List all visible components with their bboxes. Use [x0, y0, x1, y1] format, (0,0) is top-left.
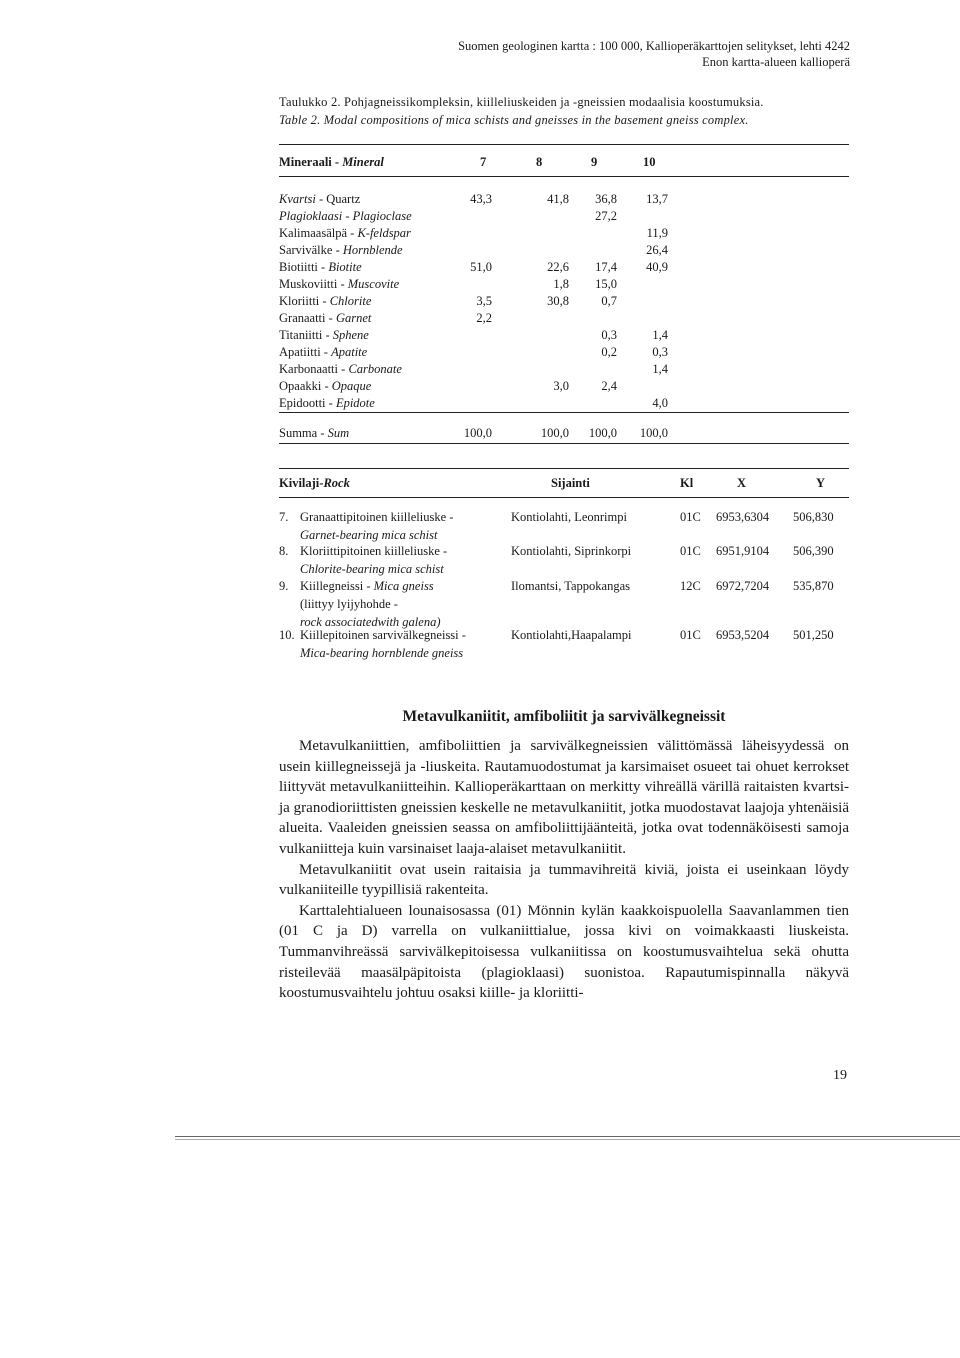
rock-location: Kontiolahti,Haapalampi [511, 628, 632, 642]
mineral-name-en: K-feldspar [357, 226, 411, 240]
mineral-value-cell: 3,0 [553, 379, 569, 393]
mineral-row-label: Sarvivälke - Hornblende [279, 243, 403, 257]
mineral-name-fi: Kloriitti [279, 294, 320, 308]
mineral-value-cell: 43,3 [470, 192, 492, 206]
mineral-header-en: Mineral [342, 155, 384, 169]
rock-name-line [300, 528, 437, 543]
rock-name-text: (liittyy lyijyhohde - [300, 597, 398, 611]
mineral-value-cell: 2,4 [601, 379, 617, 393]
mineral-name-fi: Epidootti [279, 396, 326, 410]
mineral-value-cell: 3,5 [476, 294, 492, 308]
mineral-name-fi: Plagioklaasi [279, 209, 343, 223]
mineral-name-en: Apatite [331, 345, 368, 359]
rock-name-line [300, 544, 447, 559]
mineral-name-en: Epidote [335, 396, 375, 410]
rock-row-number: 7. [279, 510, 289, 524]
mineral-row-label: Apatiitti - Apatite [279, 345, 368, 359]
mineral-name-en: Hornblende [342, 243, 403, 257]
sum-value-7: 100,0 [463, 426, 492, 440]
mineral-name-fi: Granaatti [279, 311, 326, 325]
sum-value-8: 100,0 [540, 426, 569, 440]
section-heading: Metavulkaniitit, amfiboliitit ja sarvivälkegneissit [402, 708, 726, 725]
rock-table-header-rule [279, 497, 849, 498]
rock-map-sheet: 01C [680, 510, 701, 524]
rock-name-english: Mica gneiss [373, 579, 434, 593]
col-header-7: 7 [480, 155, 487, 169]
sum-value-9: 100,0 [588, 426, 617, 440]
mineral-row-label: Kvartsi - Quartz [279, 192, 361, 206]
sum-value-10: 100,0 [639, 426, 668, 440]
rock-header-en: Rock [323, 476, 350, 490]
mineral-value-cell: 41,8 [547, 192, 569, 206]
mineral-name-en: Quartz [326, 192, 361, 206]
mineral-name-fi: Sarvivälke [279, 243, 333, 257]
mineral-value-cell: 0,3 [652, 345, 668, 359]
sum-label: Summa - Sum [279, 426, 350, 440]
x-header: X [737, 476, 747, 490]
rock-name-text: Kiillegneissi - [300, 579, 374, 593]
mineral-name-en: Sphene [332, 328, 369, 342]
rock-y-coordinate: 506,830 [793, 510, 834, 524]
mineral-row-label: Epidootti - Epidote [279, 396, 375, 410]
paragraph-1: Metavulkaniittien, amfiboliittien ja sarvivälkegneissien välittömässä läheisyydessä on usein kiillegneissejä ja -liuskeita. Rautamuodostumat ja karsimaiset osueet tai ohuet kerrokset liittyvät metavulkaniitteihin. Kallioperäkarttaan on merkitty vihreällä värillä raitaisten kvartsi- ja granodioriittisten gneissien keskelle ne metavulkaniitit, jotka muodostavat laajoja yhtenäisiä alueita. Vaaleiden gneissien seassa on amfiboliittijäänteitä, jotka ovat todennäköisesti samoja vulkaniitteja kuin varsinaiset laaja-alaiset metavulkaniitit. [279, 738, 849, 857]
mineral-value-cell: 30,8 [547, 294, 569, 308]
mineral-table-top-rule [279, 144, 849, 145]
mineral-value-cell: 40,9 [646, 260, 668, 274]
running-header-area: Enon kartta-alueen kallioperä [702, 55, 850, 69]
rock-name-text: rock associatedwith galena) [300, 615, 441, 629]
rock-table-top-rule [279, 468, 849, 469]
mineral-value-cell: 51,0 [470, 260, 492, 274]
y-header: Y [816, 476, 826, 490]
mineral-table-sum-rule [279, 412, 849, 413]
mineral-row-label: Kloriitti - Chlorite [279, 294, 372, 308]
mineral-name-fi: Apatiitti [279, 345, 321, 359]
mineral-value-cell: 22,6 [547, 260, 569, 274]
mineral-name-fi: Muskoviitti [279, 277, 338, 291]
mineral-header-fi: Mineraali - [279, 155, 343, 169]
table-caption-english: Table 2. Modal compositions of mica schists and gneisses in the basement gneiss complex. [279, 113, 749, 127]
mineral-row-label: Plagioklaasi - Plagioclase [279, 209, 412, 223]
mineral-name-fi: Opaakki [279, 379, 322, 393]
rock-name-line [300, 646, 463, 661]
mineral-name-fi: Biotiitti [279, 260, 318, 274]
col-header-9: 9 [591, 155, 598, 169]
mineral-name-en: Biotite [328, 260, 362, 274]
mineral-value-cell: 1,4 [652, 328, 668, 342]
rock-x-coordinate: 6953,6304 [716, 510, 770, 524]
mineral-name-en: Carbonate [348, 362, 402, 376]
col-header-10: 10 [643, 155, 656, 169]
rock-name-text: Kiillepitoinen sarvivälkegneissi - [300, 628, 466, 642]
mineral-value-cell: 13,7 [646, 192, 668, 206]
rock-row-number: 9. [279, 579, 289, 593]
rock-x-coordinate: 6972,7204 [716, 579, 770, 593]
mineral-value-cell: 26,4 [646, 243, 668, 257]
page-number: 19 [833, 1068, 847, 1083]
mineral-row-label: Biotiitti - Biotite [279, 260, 362, 274]
rock-row-number: 8. [279, 544, 289, 558]
mineral-value-cell: 11,9 [646, 226, 668, 240]
kl-header: Kl [680, 476, 694, 490]
mineral-value-cell: 0,7 [601, 294, 617, 308]
col-header-8: 8 [536, 155, 543, 169]
rock-name-line [300, 597, 398, 612]
rock-name-line [300, 579, 434, 594]
mineral-name-fi: Karbonaatti [279, 362, 339, 376]
paragraph-3: Karttalehtialueen lounaisosassa (01) Mönnin kylän kaakkoispuolella Saavanlammen tien (01 C ja D) varrella on vulkaniittialue, jossa kivi on voimakkaasti liuskeista. Tummanvihreässä sarvivälkepitoisessa vulkaniitissa on koostumusvaihtelua sekä ohutta risteilevää maasälpäpitoista (plagioklaasi) suonistoa. Rapautumispinnalla näkyvä koostumusvaihtelu johtuu osaksi kiille- ja kloriitti- [279, 902, 849, 1002]
mineral-name-en: Garnet [335, 311, 372, 325]
rock-x-coordinate: 6951,9104 [716, 544, 770, 558]
mineral-value-cell: 17,4 [595, 260, 617, 274]
section-body [279, 736, 849, 1004]
rock-y-coordinate: 535,870 [793, 579, 834, 593]
mineral-name-en: Plagioclase [352, 209, 412, 223]
mineral-row-label: Karbonaatti - Carbonate [279, 362, 402, 376]
mineral-column-header [279, 155, 384, 170]
mineral-row-label: Muskoviitti - Muscovite [279, 277, 400, 291]
rock-header [279, 476, 350, 491]
mineral-row-label: Kalimaasälpä - K-feldspar [279, 226, 411, 240]
mineral-name-fi: Kvartsi [279, 192, 316, 206]
rock-y-coordinate: 506,390 [793, 544, 834, 558]
mineral-value-cell: 1,8 [553, 277, 569, 291]
rock-x-coordinate: 6953,5204 [716, 628, 770, 642]
mineral-name-en: Muscovite [347, 277, 400, 291]
rock-name-text: Chlorite-bearing mica schist [300, 562, 444, 576]
location-header: Sijainti [551, 476, 590, 490]
mineral-value-cell: 0,2 [601, 345, 617, 359]
sum-label-fi: Summa [279, 426, 318, 440]
footer-scan-line [175, 1136, 960, 1137]
rock-header-fi: Kivilaji- [279, 476, 324, 490]
mineral-name-fi: Kalimaasälpä [279, 226, 348, 240]
mineral-table-header-rule [279, 176, 849, 177]
mineral-value-cell: 36,8 [595, 192, 617, 206]
mineral-value-cell: 27,2 [595, 209, 617, 223]
rock-map-sheet: 12C [680, 579, 701, 593]
paragraph-2: Metavulkaniitit ovat usein raitaisia ja tummavihreitä kiviä, joista ei useinkaan löydy vulkaniiteille tyypillisiä rakenteita. [279, 861, 849, 899]
rock-name-text: Granaattipitoinen kiilleliuske - [300, 510, 454, 524]
rock-location: Kontiolahti, Siprinkorpi [511, 544, 632, 558]
mineral-name-fi: Titaniitti [279, 328, 323, 342]
rock-name-text: Mica-bearing hornblende gneiss [300, 646, 464, 660]
rock-map-sheet: 01C [680, 628, 701, 642]
mineral-row-label: Titaniitti - Sphene [279, 328, 369, 342]
mineral-table-bottom-rule [279, 443, 849, 444]
mineral-value-cell: 4,0 [652, 396, 668, 410]
rock-location: Ilomantsi, Tappokangas [511, 579, 631, 593]
rock-map-sheet: 01C [680, 544, 701, 558]
sum-label-en: Sum [327, 426, 350, 440]
rock-name-text: Kloriittipitoinen kiilleliuske - [300, 544, 448, 558]
rock-row-number: 10. [279, 628, 295, 642]
rock-name-line [300, 510, 453, 525]
footer-scan-line-faint [175, 1139, 960, 1140]
mineral-value-cell: 1,4 [652, 362, 668, 376]
running-header-series: Suomen geologinen kartta : 100 000, Kallioperäkarttojen selitykset, lehti 4242 [458, 39, 850, 53]
mineral-name-en: Chlorite [329, 294, 372, 308]
rock-name-text: Garnet-bearing mica schist [300, 528, 438, 542]
mineral-row-label: Opaakki - Opaque [279, 379, 372, 393]
rock-location: Kontiolahti, Leonrimpi [511, 510, 627, 524]
rock-name-line [300, 628, 466, 643]
mineral-value-cell: 15,0 [595, 277, 617, 291]
mineral-name-en: Opaque [331, 379, 372, 393]
mineral-row-label: Granaatti - Garnet [279, 311, 372, 325]
mineral-value-cell: 2,2 [476, 311, 492, 325]
mineral-value-cell: 0,3 [601, 328, 617, 342]
rock-name-line [300, 562, 444, 577]
table-caption-finnish: Taulukko 2. Pohjagneissikompleksin, kiilleliuskeiden ja -gneissien modaalisia koostumuksia. [279, 95, 764, 109]
rock-y-coordinate: 501,250 [793, 628, 834, 642]
